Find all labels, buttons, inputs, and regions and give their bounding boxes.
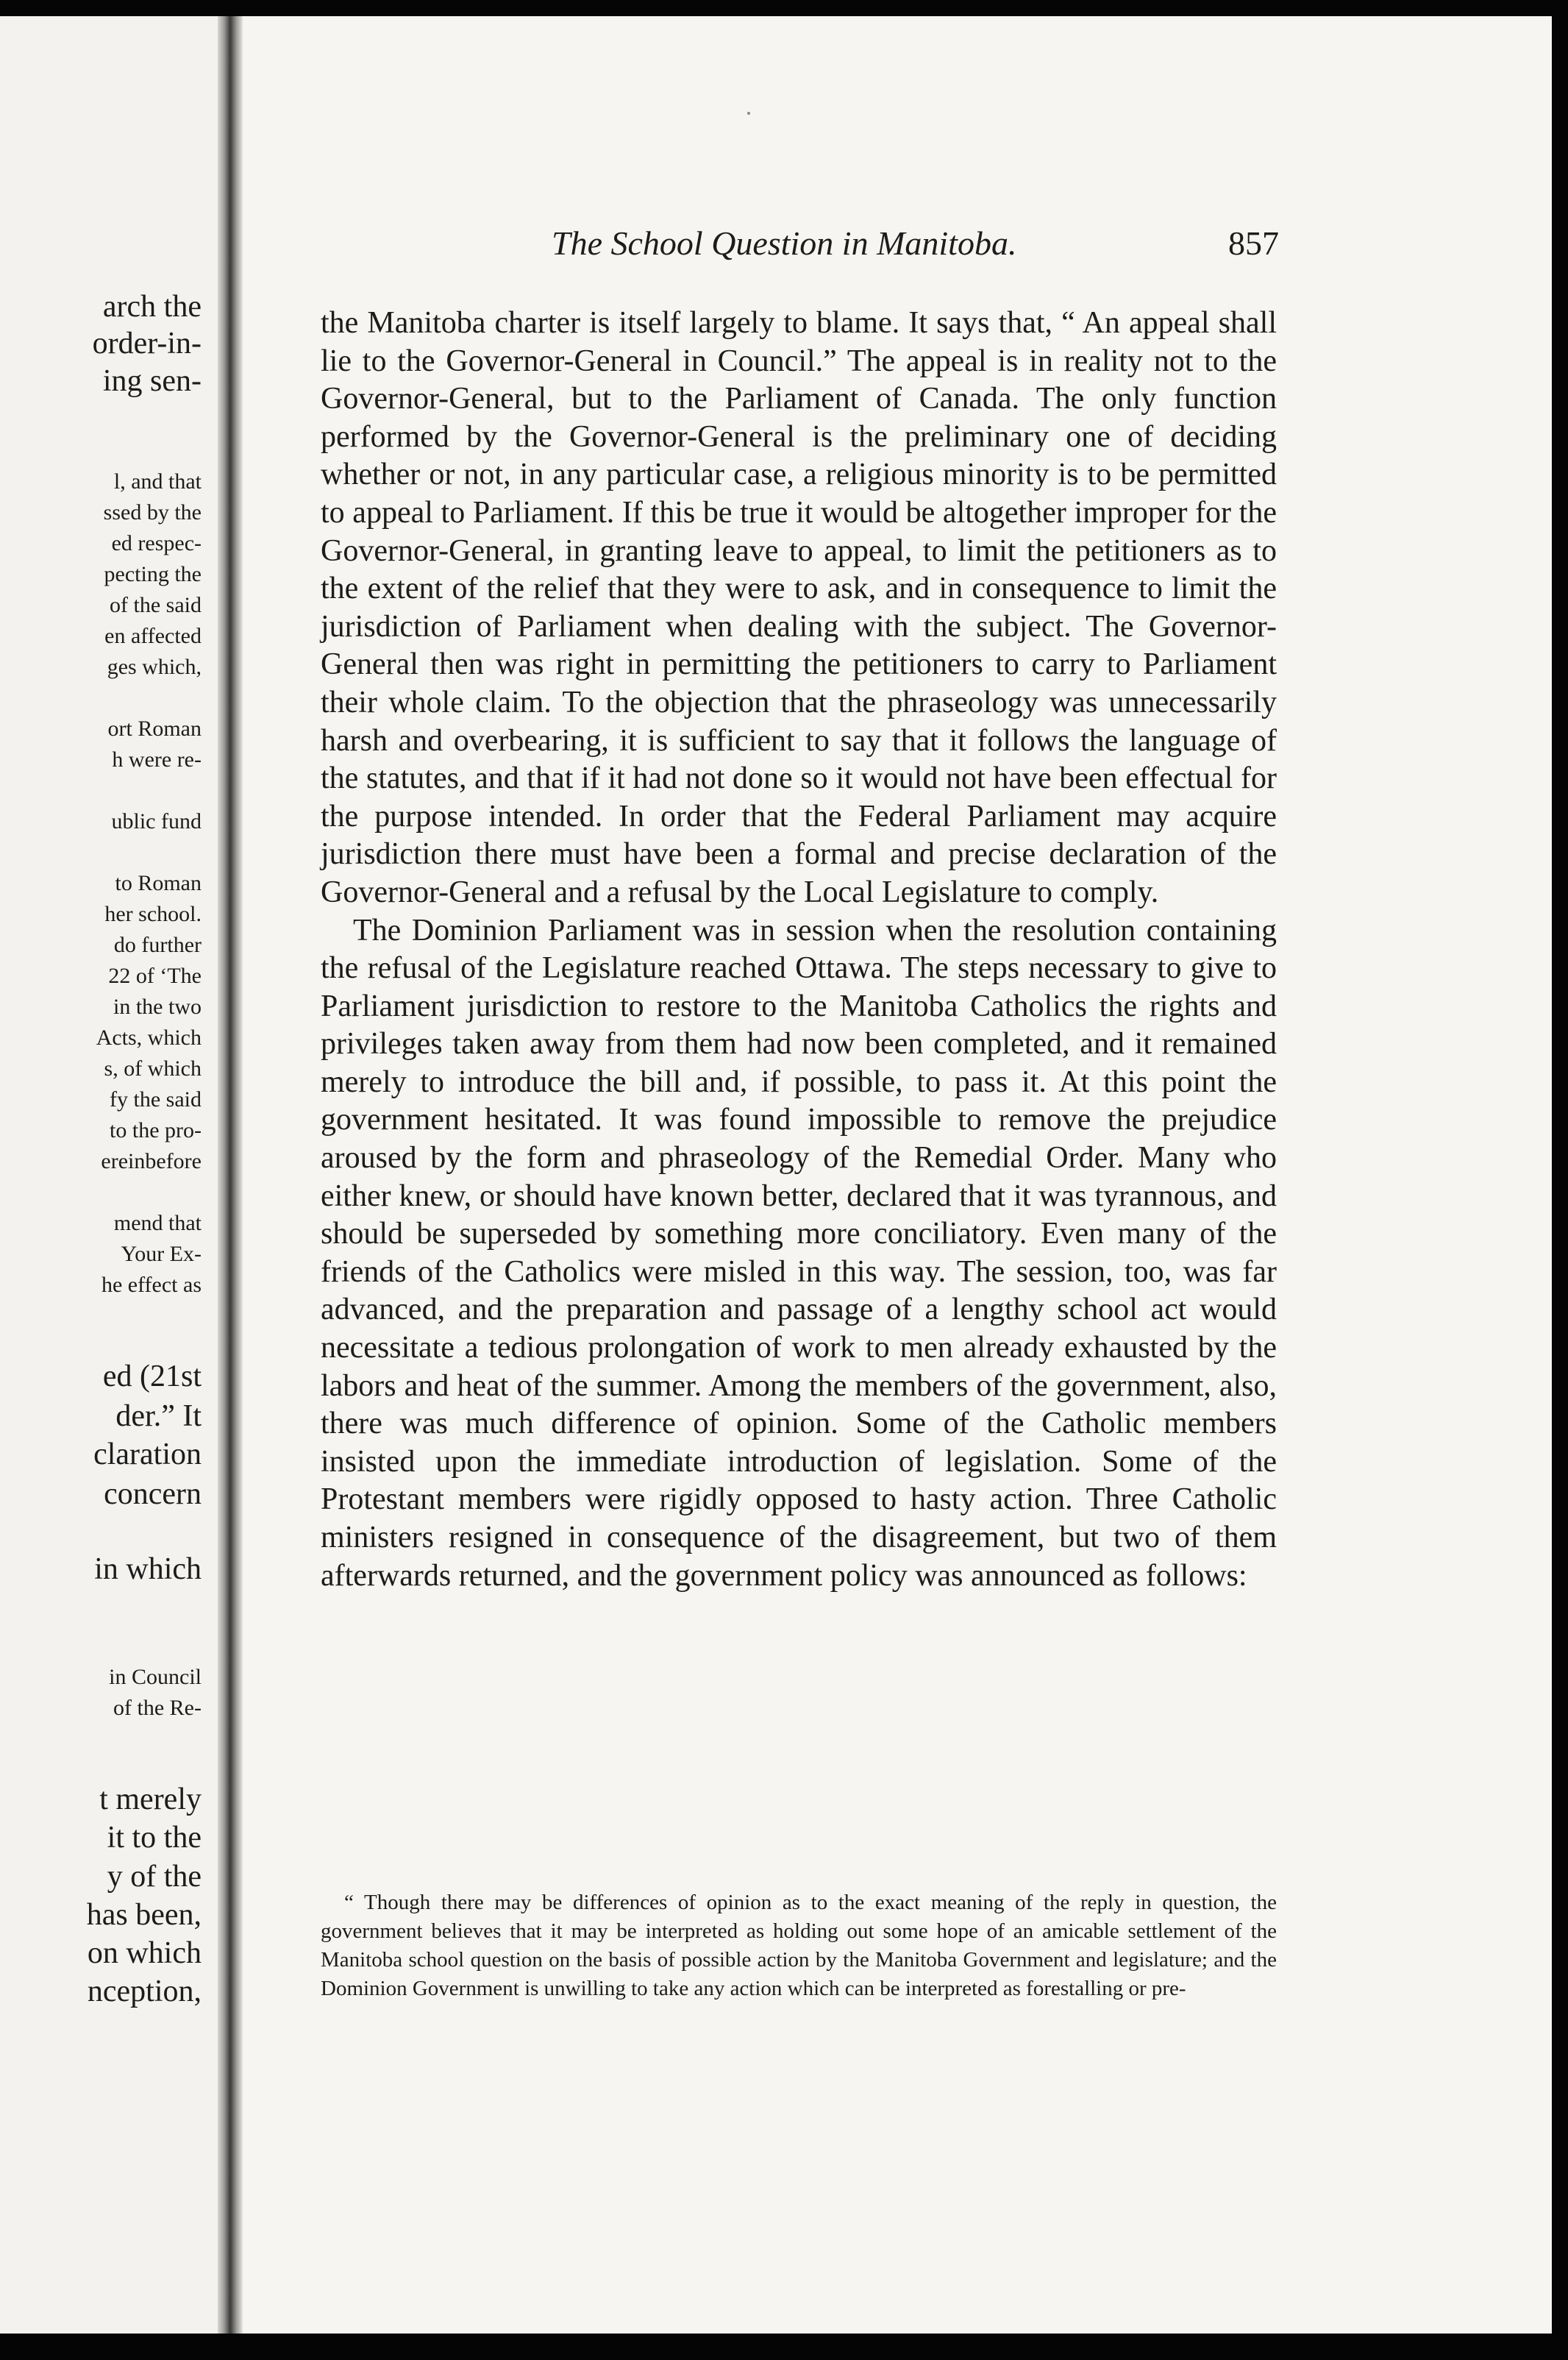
footnote-quote: “ Though there may be differences of opinion as to the exact meaning of the reply in question, the government believes that it may be interpreted as holding out some hope of an amicable settlement of the Manitoba school question on the basis of possible action by the Manitoba Government and legislature; and the Dominion Government is unwilling to take any action which can be interpreted as forestalling or pre- xyxy=(321,1891,1277,2000)
left-page-line: it to the xyxy=(107,1821,202,1855)
left-page-line: ssed by the xyxy=(103,500,202,525)
paragraph-2: The Dominion Parliament was in session when the resolution containing the refusal of the Legislature reached Ottawa. The steps necessary to give to Parliament jurisdiction to restore to the Manitoba Catholics the rights and privileges taken away from them had now been completed, and it remained merely to introduce the bill and, if possible, to pass it. At this point the government hesitated. It was found impossible to remove the prejudice aroused by the form and phraseology of the Remedial Order. Many who either knew, or should have known better, declared that it was tyrannous, and should be superseded by something more conciliatory. Even many of the friends of the Catholics were misled in this way. The session, too, was far advanced, and the preparation and passage of a lengthy school act would necessitate a tedious prolongation of work to men already exhausted by the labors and heat of the summer. Among the members of the government, also, there was much difference of opinion. Some of the Catholic members insisted upon the immediate introduction of legislation. Some of the Protestant members were rigidly opposed to hasty action. Three Catholic ministers resigned in consequence of the disagreement, but two of them afterwards returned, and the government policy was announced as follows: xyxy=(321,913,1277,1593)
left-page-line: ereinbefore xyxy=(101,1149,202,1173)
left-page-line: fy the said xyxy=(110,1087,202,1112)
left-page-line: s, of which xyxy=(104,1056,202,1081)
book-gutter xyxy=(218,16,243,2334)
left-page-line: arch the xyxy=(102,290,202,324)
left-page-line: t merely xyxy=(99,1783,202,1816)
left-page-line: has been, xyxy=(86,1898,202,1932)
left-page-line: of the Re- xyxy=(113,1696,202,1720)
left-page-line: to the pro- xyxy=(110,1118,202,1142)
left-page-line: order-in- xyxy=(92,327,202,360)
left-page-line: mend that xyxy=(113,1211,202,1235)
left-page-line: he effect as xyxy=(101,1273,202,1297)
body-text xyxy=(321,305,1277,1595)
left-page-line: in the two xyxy=(113,995,202,1019)
left-page-line: claration xyxy=(93,1437,202,1471)
paragraph-1: the Manitoba charter is itself largely to blame. It says that, “ An appeal shall lie to the Governor-General in Council.” The appeal is in reality not to the Governor-General, but to the Parliament of Canada. The only function performed by the Governor-General is the preliminary one of deciding whether or not, in any particular case, a religious minority is to be permitted to appeal to Parliament. If this be true it would be altogether improper for the Governor-General, in granting leave to appeal, to limit the petitioners as to the extent of the relief that they were to ask, and in consequence to limit the jurisdiction of Parliament when dealing with the subject. The Governor-General then was right in permitting the petitioners to carry to Parliament their whole claim. To the objection that the phraseology was unnecessarily harsh and overbearing, it is sufficient to say that it follows the language of the statutes, and that if it had not done so it would not have been effectual for the purpose intended. In order that the Federal Parliament may acquire jurisdiction there must have been a formal and precise declaration of the Governor-General and a refusal by the Local Legislature to comply. xyxy=(321,306,1277,909)
left-page-line: pecting the xyxy=(104,562,202,586)
left-page-line: ort Roman xyxy=(107,717,202,741)
left-page-line: do further xyxy=(113,933,202,957)
left-page-line: 22 of ‘The xyxy=(108,964,202,988)
running-title: The School Question in Manitoba. xyxy=(552,224,1017,262)
left-page-line: l, and that xyxy=(113,469,202,494)
left-page-line: on which xyxy=(87,1936,202,1970)
left-page-fragment xyxy=(0,16,218,2334)
left-page-line: ges which, xyxy=(107,655,202,679)
left-page-line: concern xyxy=(104,1477,202,1511)
left-page-line: Your Ex- xyxy=(121,1242,202,1266)
left-page-line: ing sen- xyxy=(102,364,202,398)
left-page-line: of the said xyxy=(110,593,202,617)
left-page-line: ed (21st xyxy=(102,1360,202,1393)
right-page xyxy=(243,16,1552,2334)
left-page-line: en affected xyxy=(104,624,202,648)
left-page-line: to Roman xyxy=(115,871,202,895)
left-page-line: Acts, which xyxy=(96,1026,202,1050)
left-page-line: der.” It xyxy=(115,1399,202,1433)
left-page-line: in Council xyxy=(109,1665,202,1689)
left-page-line: ed respec- xyxy=(111,531,202,555)
left-page-line: y of the xyxy=(107,1860,202,1894)
left-page-line: ublic fund xyxy=(111,809,202,834)
left-page-line: her school. xyxy=(104,902,202,926)
left-page-line: h were re- xyxy=(112,747,202,772)
left-page-line: in which xyxy=(94,1552,202,1586)
running-header xyxy=(243,215,1552,266)
left-page-line: nception, xyxy=(87,1975,202,2008)
page-number: 857 xyxy=(1228,224,1279,262)
paper-speck xyxy=(747,112,750,115)
